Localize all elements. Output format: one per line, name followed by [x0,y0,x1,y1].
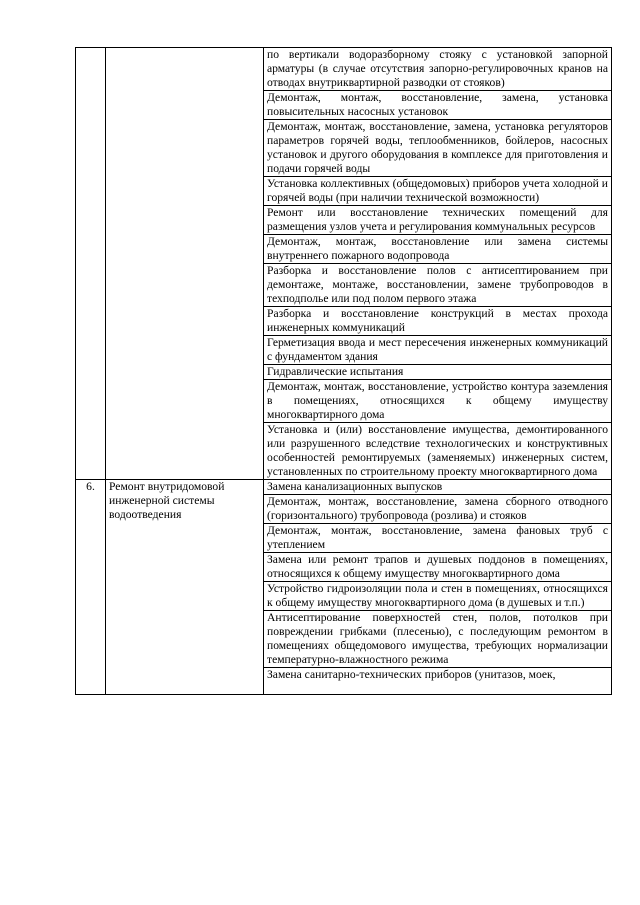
document-page [75,47,611,695]
work-item: Демонтаж, монтаж, восстановление или замена системы внутреннего пожарного водопровода [264,235,612,264]
work-item: Демонтаж, монтаж, восстановление, замена фановых труб с утеплением [264,524,612,553]
work-item: Разборка и восстановление полов с антисептированием при демонтаже, монтаже, восстановлении, замене трубопроводов в техподполье или под полом первого этажа [264,264,612,307]
work-item: Разборка и восстановление конструкций в местах прохода инженерных коммуникаций [264,307,612,336]
work-item: Устройство гидроизоляции пола и стен в помещениях, относящихся к общему имуществу многоквартирного дома (в душевых и т.п.) [264,582,612,611]
work-item: по вертикали водоразборному стояку с установкой запорной арматуры (в случае отсутствия запорно-регулировочных кранов на отводах внутриквартирной разводки от стояков) [264,48,612,91]
work-item: Установка и (или) восстановление имущества, демонтированного или разрушенного вследствие технологических и конструктивных особенностей ремонтируемых (заменяемых) инженерных систем, установленных по строительному проекту многоквартирного дома [264,423,612,480]
table-row [76,480,612,495]
row-number-cell: 6. [76,480,106,695]
system-name-cell [106,48,264,480]
work-item: Установка коллективных (общедомовых) приборов учета холодной и горячей воды (при наличии технической возможности) [264,177,612,206]
table-row [76,48,612,91]
work-item: Демонтаж, монтаж, восстановление, замена, установка регуляторов параметров горячей воды, теплообменников, бойлеров, насосных установок и другого оборудования в комплексе для приготовления и подачи горячей воды [264,120,612,177]
work-item: Гидравлические испытания [264,365,612,380]
works-table [75,47,612,695]
work-item: Демонтаж, монтаж, восстановление, замена сборного отводного (горизонтального) трубопровода (розлива) и стояков [264,495,612,524]
work-item: Демонтаж, монтаж, восстановление, устройство контура заземления в помещениях, относящихся к общему имуществу многоквартирного дома [264,380,612,423]
system-name-cell: Ремонт внутридомовой инженерной системы водоотведения [106,480,264,695]
work-item: Герметизация ввода и мест пересечения инженерных коммуникаций с фундаментом здания [264,336,612,365]
work-item: Замена санитарно-технических приборов (унитазов, моек, [264,668,612,695]
work-item: Замена или ремонт трапов и душевых поддонов в помещениях, относящихся к общему имуществу многоквартирного дома [264,553,612,582]
work-item: Ремонт или восстановление технических помещений для размещения узлов учета и регулирования коммунальных ресурсов [264,206,612,235]
work-item: Демонтаж, монтаж, восстановление, замена, установка повысительных насосных установок [264,91,612,120]
work-item: Антисептирование поверхностей стен, полов, потолков при повреждении грибками (плесенью), с последующим ремонтом в помещениях общедомового имущества, требующих нормализации температурно-влажностного режима [264,611,612,668]
row-number-cell [76,48,106,480]
work-item: Замена канализационных выпусков [264,480,612,495]
